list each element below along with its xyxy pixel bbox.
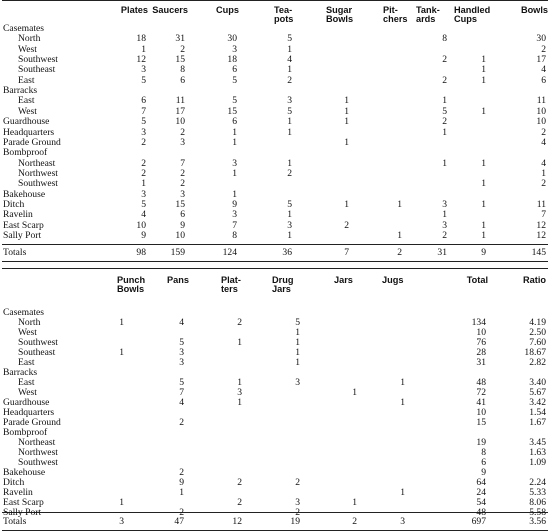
section-label: Sally Port	[3, 230, 42, 241]
table-cell: 2	[237, 317, 242, 328]
section-label: Bakehouse	[3, 467, 46, 478]
row-label: Northwest	[18, 447, 58, 458]
table-cell: 3	[232, 209, 237, 221]
section-label: Barracks	[3, 367, 38, 378]
table-cell: 5	[442, 105, 447, 117]
table-cell: 2	[541, 43, 546, 55]
horizontal-rule	[2, 261, 548, 262]
table-cell: 9	[179, 477, 184, 488]
table-cell: 6	[180, 74, 185, 86]
table-cell: 3	[141, 64, 146, 76]
table-cell: 1	[481, 198, 486, 210]
table-cell: 3.42	[529, 397, 546, 408]
table-cell: 2	[295, 477, 300, 488]
table-cell: 1	[481, 64, 486, 76]
table-cell: 8.06	[529, 497, 546, 508]
table-cell: 5	[179, 377, 184, 388]
table-cell: 15	[175, 198, 185, 210]
row-label: West	[18, 43, 37, 55]
table-cell: 3	[287, 219, 292, 231]
table-cell: 18	[136, 33, 146, 45]
totals-cell: 2	[397, 247, 402, 258]
table-cell: 4	[179, 397, 184, 408]
table-cell: 2	[141, 167, 146, 179]
table-cell: 15	[227, 105, 237, 117]
table-cell: 6	[141, 95, 146, 107]
totals-cell: 145	[531, 247, 546, 258]
table-cell: 2	[442, 116, 447, 128]
totals-cell: 31	[437, 247, 447, 258]
table-cell: 11	[175, 95, 185, 107]
table-cell: 1	[287, 116, 292, 128]
section-label: Sally Port	[3, 507, 42, 518]
table-cell: 3	[179, 347, 184, 358]
section-label: Parade Ground	[3, 136, 61, 148]
table-cell: 4	[141, 209, 146, 221]
table-cell: 5	[295, 317, 300, 328]
table-cell: 6	[232, 116, 237, 128]
table-cell: 1	[344, 95, 349, 107]
table-cell: 2	[180, 43, 185, 55]
totals-cell: 124	[222, 247, 237, 258]
horizontal-rule	[2, 0, 548, 1]
table-cell: 1	[400, 377, 405, 388]
table-cell: 134	[471, 317, 486, 328]
table-cell: 5	[232, 74, 237, 86]
row-label: West	[18, 105, 37, 117]
row-label: Northwest	[18, 167, 58, 179]
table-cell: 17	[536, 54, 546, 66]
table-cell: 10	[136, 219, 146, 231]
table-cell: 2	[180, 126, 185, 138]
totals-label: Totals	[3, 516, 27, 527]
table-cell: 2	[287, 167, 292, 179]
table-cell: 5.33	[529, 487, 546, 498]
table-cell: 1	[481, 178, 486, 190]
table-cell: 3	[295, 497, 300, 508]
column-header: Ratio	[523, 275, 546, 285]
table-cell: 1	[232, 188, 237, 200]
table-cell: 3	[232, 157, 237, 169]
table-cell: 5	[141, 74, 146, 86]
row-label: Southeast	[18, 347, 56, 358]
table-cell: 1	[232, 167, 237, 179]
column-header: Drug Jars	[272, 275, 294, 295]
table-cell: 2	[344, 219, 349, 231]
column-header: Tea- pots	[274, 5, 294, 25]
totals-cell: 3	[400, 516, 405, 527]
table-cell: 72	[476, 387, 486, 398]
table-cell: 30	[536, 33, 546, 45]
table-cell: 7	[141, 105, 146, 117]
table-cell: 4	[287, 54, 292, 66]
row-label: North	[18, 317, 41, 328]
table-cell: 5	[179, 337, 184, 348]
column-header: Handled Cups	[454, 5, 491, 25]
table-cell: 3.40	[529, 377, 546, 388]
table-cell: 1	[295, 337, 300, 348]
table-cell: 3	[180, 136, 185, 148]
table-cell: 3	[295, 377, 300, 388]
section-label: Bombproof	[3, 427, 48, 438]
totals-cell: 159	[170, 247, 185, 258]
section-label: Ditch	[3, 477, 25, 488]
table-cell: 8	[232, 230, 237, 241]
table-cell: 1	[287, 126, 292, 138]
table-cell: 1	[344, 116, 349, 128]
table-cell: 28	[476, 347, 486, 358]
row-label: North	[18, 33, 41, 45]
table-cell: 4.19	[529, 317, 546, 328]
row-label: East	[18, 377, 35, 388]
table-cell: 1	[344, 105, 349, 117]
table-cell: 1	[287, 157, 292, 169]
table-cell: 7	[232, 219, 237, 231]
section-label: Barracks	[3, 85, 38, 97]
totals-cell: 98	[136, 247, 146, 258]
section-label: Bakehouse	[3, 188, 46, 200]
table-cell: 2	[287, 74, 292, 86]
row-label: Southwest	[18, 54, 58, 66]
section-label: East Scarp	[3, 219, 44, 231]
section-label: Guardhouse	[3, 397, 50, 408]
table-cell: 8	[180, 64, 185, 76]
column-header: Jugs	[382, 275, 404, 285]
section-label: Bombproof	[3, 147, 48, 159]
table-cell: 8	[442, 33, 447, 45]
table-cell: 2	[141, 157, 146, 169]
row-label: Northeast	[18, 437, 56, 448]
table-cell: 1	[481, 157, 486, 169]
table-cell: 1	[179, 487, 184, 498]
column-header: Plat- ters	[221, 275, 241, 295]
table-cell: 1	[481, 54, 486, 66]
totals-cell: 19	[290, 516, 300, 527]
table-cell: 3	[141, 126, 146, 138]
table-cell: 6	[180, 209, 185, 221]
section-label: Casemates	[3, 307, 45, 318]
table-cell: 2.24	[529, 477, 546, 488]
table-cell: 17	[175, 105, 185, 117]
horizontal-rule	[2, 244, 548, 245]
section-label: Headquarters	[3, 126, 55, 138]
table-cell: 15	[476, 417, 486, 428]
table-cell: 1	[232, 126, 237, 138]
row-label: West	[18, 327, 37, 338]
table-cell: 1	[237, 397, 242, 408]
table-cell: 11	[536, 95, 546, 107]
totals-cell: 12	[232, 516, 242, 527]
table-cell: 4	[179, 317, 184, 328]
column-header: Tank- ards	[416, 5, 440, 25]
table-cell: 9	[232, 198, 237, 210]
table-cell: 1	[541, 167, 546, 179]
table-cell: 41	[476, 397, 486, 408]
table-cell: 7	[180, 157, 185, 169]
table-cell: 1	[442, 209, 447, 221]
column-header: Cups	[216, 5, 239, 15]
table-cell: 5	[141, 116, 146, 128]
totals-cell: 47	[174, 516, 184, 527]
table-cell: 15	[175, 54, 185, 66]
table-cell: 1	[352, 387, 357, 398]
table-cell: 1	[287, 230, 292, 241]
table-cell: 10	[536, 105, 546, 117]
ceramics-table-2	[2, 268, 548, 530]
table-cell: 6	[541, 74, 546, 86]
table-cell: 18	[227, 54, 237, 66]
section-label: Guardhouse	[3, 116, 50, 128]
table-cell: 4	[541, 64, 546, 76]
table-cell: 1	[119, 317, 124, 328]
totals-cell: 3	[119, 516, 124, 527]
totals-cell: 7	[344, 247, 349, 258]
column-header: Total	[466, 275, 488, 285]
table-cell: 9	[180, 219, 185, 231]
table-cell: 1	[287, 209, 292, 221]
table-cell: 1	[397, 230, 402, 241]
section-label: Ravelin	[3, 487, 33, 498]
table-cell: 2	[237, 477, 242, 488]
table-cell: 1	[141, 178, 146, 190]
table-cell: 3	[287, 95, 292, 107]
table-cell: 1	[141, 43, 146, 55]
table-cell: 1	[481, 230, 486, 241]
table-cell: 30	[227, 33, 237, 45]
table-cell: 1	[119, 497, 124, 508]
column-header: Pit- chers	[383, 5, 408, 25]
table-cell: 2	[541, 126, 546, 138]
table-cell: 1	[481, 105, 486, 117]
table-cell: 2	[295, 507, 300, 518]
table-cell: 5	[141, 198, 146, 210]
section-label: Parade Ground	[3, 417, 61, 428]
table-cell: 8	[481, 447, 486, 458]
table-cell: 1	[237, 337, 242, 348]
table-cell: 1	[287, 64, 292, 76]
table-cell: 1	[295, 347, 300, 358]
section-label: Ditch	[3, 198, 25, 210]
table-cell: 1.09	[529, 457, 546, 468]
table-cell: 54	[476, 497, 486, 508]
table-cell: 1	[295, 357, 300, 368]
column-header: Punch Bowls	[117, 275, 146, 295]
totals-cell: 3.56	[529, 516, 546, 527]
column-header: Saucers	[152, 5, 188, 15]
table-cell: 1	[481, 219, 486, 231]
table-cell: 24	[476, 487, 486, 498]
table-cell: 1	[352, 497, 357, 508]
table-cell: 3	[442, 219, 447, 231]
table-cell: 12	[536, 219, 546, 231]
row-label: Southwest	[18, 178, 58, 190]
table-cell: 1	[232, 136, 237, 148]
table-cell: 64	[476, 477, 486, 488]
table-cell: 1	[344, 198, 349, 210]
table-cell: 3	[179, 357, 184, 368]
table-cell: 2.50	[529, 327, 546, 338]
table-cell: 4	[541, 157, 546, 169]
table-cell: 3	[237, 387, 242, 398]
totals-cell: 697	[471, 516, 486, 527]
table-cell: 7.60	[529, 337, 546, 348]
totals-cell: 36	[282, 247, 292, 258]
table-cell: 2	[179, 507, 184, 518]
table-cell: 1	[237, 377, 242, 388]
ceramics-table-1	[2, 0, 548, 262]
table-cell: 2	[237, 497, 242, 508]
table-cell: 2	[442, 74, 447, 86]
row-label: Southeast	[18, 64, 56, 76]
row-label: Northeast	[18, 157, 56, 169]
table-cell: 1	[397, 198, 402, 210]
table-cell: 12	[536, 230, 546, 241]
table-cell: 10	[476, 327, 486, 338]
table-cell: 5	[287, 33, 292, 45]
section-label: East Scarp	[3, 497, 44, 508]
table-cell: 4	[541, 136, 546, 148]
table-cell: 6	[481, 457, 486, 468]
column-header: Jars	[334, 275, 353, 285]
section-label: Headquarters	[3, 407, 55, 418]
table-cell: 1	[442, 95, 447, 107]
table-cell: 5.67	[529, 387, 546, 398]
table-cell: 1	[344, 136, 349, 148]
column-header: Bowls	[520, 5, 548, 15]
row-label: East	[18, 95, 35, 107]
table-cell: 10	[536, 116, 546, 128]
table-cell: 9	[481, 467, 486, 478]
table-cell: 1	[442, 126, 447, 138]
column-header: Sugar Bowls	[326, 5, 354, 25]
column-header: Plates	[120, 5, 148, 15]
table-cell: 48	[476, 377, 486, 388]
totals-cell: 9	[481, 247, 486, 258]
table-cell: 2	[179, 467, 184, 478]
table-cell: 5	[232, 95, 237, 107]
table-cell: 1.54	[529, 407, 546, 418]
row-label: East	[18, 357, 35, 368]
table-cell: 5	[287, 105, 292, 117]
table-cell: 3	[141, 188, 146, 200]
table-cell: 1	[119, 347, 124, 358]
table-cell: 3	[180, 188, 185, 200]
row-label: Southwest	[18, 337, 58, 348]
table-cell: 3	[442, 198, 447, 210]
table-cell: 2	[180, 178, 185, 190]
table-cell: 7	[179, 387, 184, 398]
table-cell: 1	[295, 327, 300, 338]
table-cell: 76	[476, 337, 486, 348]
row-label: West	[18, 387, 37, 398]
totals-cell: 2	[352, 516, 357, 527]
table-cell: 48	[476, 507, 486, 518]
totals-label: Totals	[3, 247, 27, 258]
table-cell: 31	[175, 33, 185, 45]
table-cell: 2	[442, 230, 447, 241]
table-cell: 2.82	[529, 357, 546, 368]
table-cell: 10	[175, 116, 185, 128]
table-cell: 1	[481, 74, 486, 86]
table-cell: 1.67	[529, 417, 546, 428]
table-cell: 1	[400, 487, 405, 498]
table-cell: 5.58	[529, 507, 546, 518]
row-label: Southwest	[18, 457, 58, 468]
table-cell: 7	[541, 209, 546, 221]
column-header: Pans	[167, 275, 189, 285]
table-cell: 2	[141, 136, 146, 148]
horizontal-rule	[2, 268, 548, 269]
table-cell: 6	[232, 64, 237, 76]
table-cell: 2	[442, 54, 447, 66]
table-cell: 1	[400, 397, 405, 408]
table-cell: 2	[541, 178, 546, 190]
table-cell: 19	[476, 437, 486, 448]
table-cell: 3	[232, 43, 237, 55]
table-cell: 18.67	[524, 347, 546, 358]
table-cell: 1	[442, 157, 447, 169]
table-cell: 2	[180, 167, 185, 179]
section-label: Ravelin	[3, 209, 33, 221]
table-cell: 2	[179, 417, 184, 428]
table-cell: 11	[536, 198, 546, 210]
table-cell: 10	[476, 407, 486, 418]
table-cell: 9	[141, 230, 146, 241]
table-cell: 31	[476, 357, 486, 368]
table-cell: 10	[175, 230, 185, 241]
table-cell: 1.63	[529, 447, 546, 458]
table-cell: 5	[287, 198, 292, 210]
table-cell: 12	[136, 54, 146, 66]
row-label: East	[18, 74, 35, 86]
table-cell: 3.45	[529, 437, 546, 448]
table-cell: 1	[287, 43, 292, 55]
section-label: Casemates	[3, 23, 45, 34]
